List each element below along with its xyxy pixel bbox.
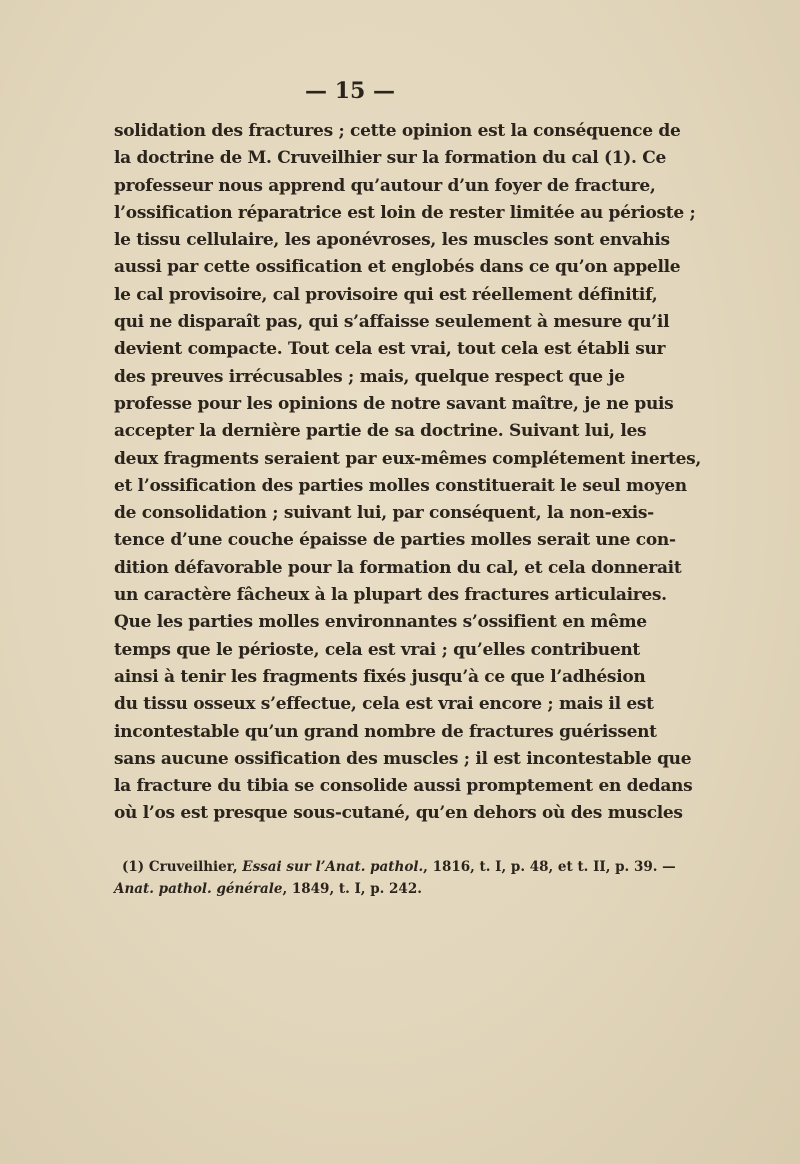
text-line: le tissu cellulaire, les aponévroses, les muscles sont envahis — [114, 230, 670, 251]
text-line: deux fragments seraient par eux-mêmes complétement inertes, — [114, 448, 701, 469]
footnote-line-1 — [114, 856, 676, 878]
text-line: le cal provisoire, cal provisoire qui est réellement définitif, — [114, 284, 658, 305]
footnote-ref-1: , 1816, t. I, p. 48, et t. II, p. 39. — — [423, 859, 676, 875]
text-line: professeur nous apprend qu’autour d’un foyer de fracture, — [114, 175, 656, 196]
text-line: professe pour les opinions de notre savant maître, je ne puis — [114, 393, 674, 414]
text-line: aussi par cette ossification et englobés dans ce qu’on appelle — [114, 257, 681, 278]
text-line: accepter la dernière partie de sa doctrine. Suivant lui, les — [114, 421, 647, 442]
text-line: temps que le périoste, cela est vrai ; qu’elles contribuent — [114, 639, 640, 660]
text-line: dition défavorable pour la formation du cal, et cela donnerait — [114, 557, 682, 578]
text-line: du tissu osseux s’effectue, cela est vrai encore ; mais il est — [114, 694, 654, 715]
text-line: où l’os est presque sous-cutané, qu’en dehors où des muscles — [114, 803, 683, 824]
text-line: incontestable qu’un grand nombre de fractures guérissent — [114, 721, 657, 742]
text-line: ainsi à tenir les fragments fixés jusqu’à ce que l’adhésion — [114, 666, 646, 687]
text-line: qui ne disparaît pas, qui s’affaisse seulement à mesure qu’il — [114, 312, 670, 333]
text-line: sans aucune ossification des muscles ; il est incontestable que — [114, 748, 692, 769]
footnote — [114, 856, 676, 900]
text-line: de consolidation ; suivant lui, par conséquent, la non-exis- — [114, 503, 654, 524]
text-line: solidation des fractures ; cette opinion est la conséquence de — [114, 121, 681, 141]
footnote-title-2: Anat. pathol. générale — [114, 881, 283, 897]
footnote-ref-2: , 1849, t. I, p. 242. — [282, 881, 422, 897]
body-text — [114, 118, 701, 828]
footnote-line-2 — [114, 878, 588, 900]
page-number: — 15 — — [305, 78, 395, 104]
footnote-title-1: Essai sur l’Anat. pathol. — [242, 859, 424, 875]
text-line: et l’ossification des parties molles constituerait le seul moyen — [114, 475, 687, 496]
text-line: Que les parties molles environnantes s’ossifient en même — [114, 612, 647, 633]
footnote-author: (1) Cruveilhier, — [122, 859, 243, 875]
text-line: tence d’une couche épaisse de parties molles serait une con- — [114, 530, 676, 551]
text-line: devient compacte. Tout cela est vrai, tout cela est établi sur — [114, 339, 666, 360]
text-line: l’ossification réparatrice est loin de rester limitée au périoste ; — [114, 202, 696, 223]
text-line: un caractère fâcheux à la plupart des fractures articulaires. — [114, 585, 667, 606]
text-line: la fracture du tibia se consolide aussi promptement en dedans — [114, 776, 693, 797]
text-line: des preuves irrécusables ; mais, quelque respect que je — [114, 366, 625, 387]
text-line: la doctrine de M. Cruveilhier sur la formation du cal (1). Ce — [114, 148, 667, 169]
